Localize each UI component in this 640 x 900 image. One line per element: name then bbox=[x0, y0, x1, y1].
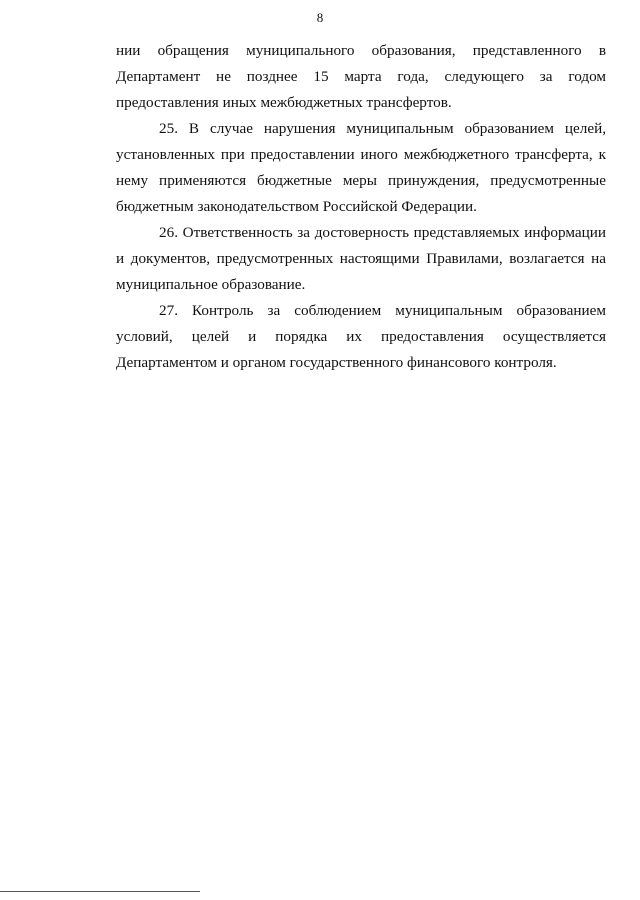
page-number: 8 bbox=[316, 10, 324, 25]
footer-divider bbox=[0, 891, 200, 892]
document-body bbox=[116, 38, 606, 376]
paragraph-25: 25. В случае нарушения муниципальным образованием целей, установленных при предоставлении иного межбюджетного трансферта, к нему применяются бюджетные меры принуждения, предусмотренные бюджетным законодательством Российской Федерации. bbox=[116, 120, 606, 215]
paragraph-27: 27. Контроль за соблюдением муниципальным образованием условий, целей и порядка их предоставления осуществляется Департаментом и органом государственного финансового контроля. bbox=[116, 302, 606, 371]
paragraph-continuation: нии обращения муниципального образования, представленного в Департамент не позднее 15 марта года, следующего за годом предоставления иных межбюджетных трансфертов. bbox=[116, 42, 606, 111]
paragraph-26: 26. Ответственность за достоверность представляемых информации и документов, предусмотренных настоящими Правилами, возлагается на муниципальное образование. bbox=[116, 224, 606, 293]
